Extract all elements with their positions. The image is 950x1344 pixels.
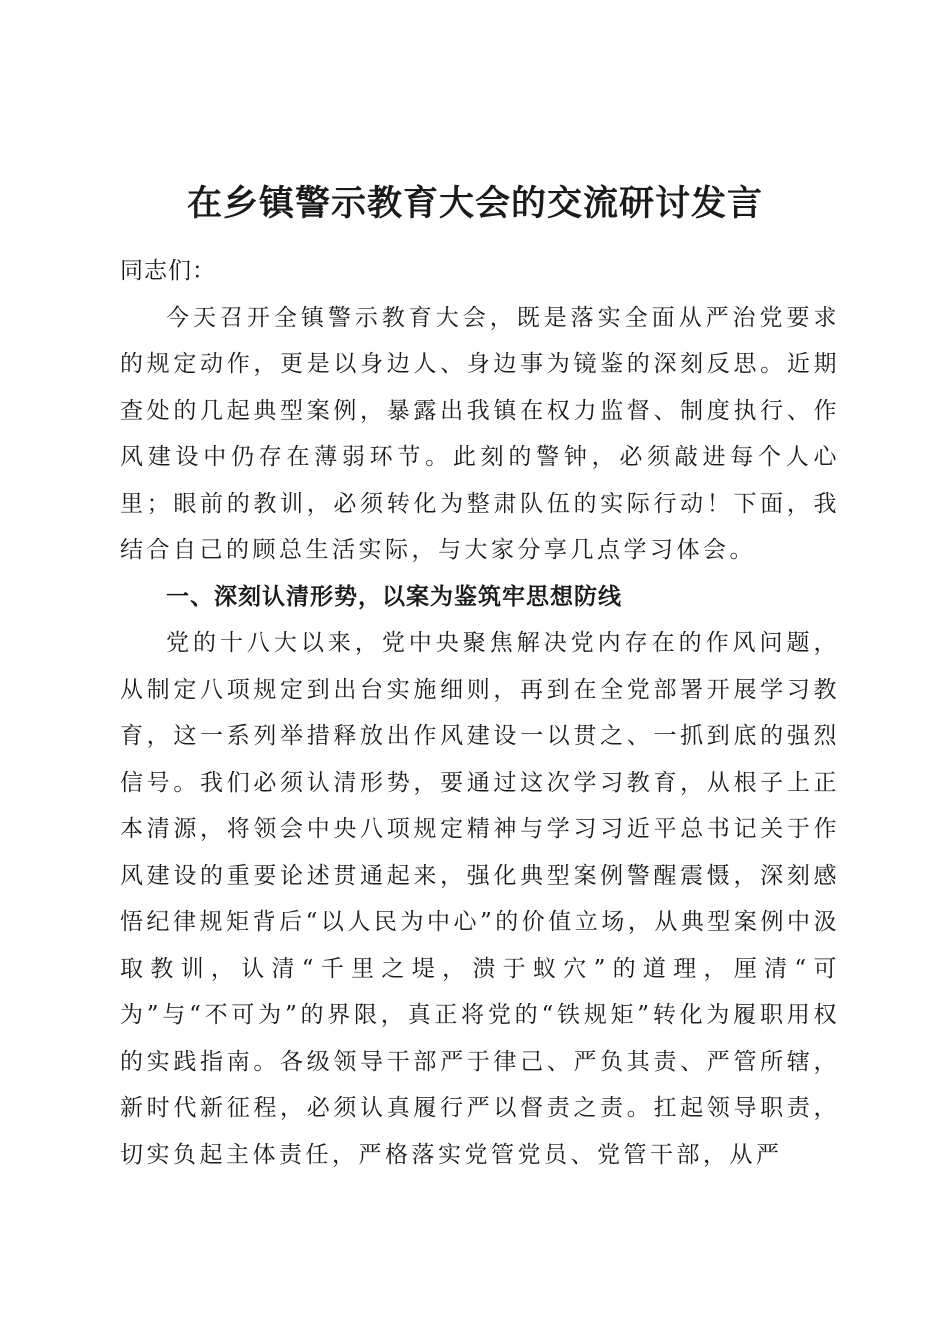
document-title: 在乡镇警示教育大会的交流研讨发言: [186, 183, 763, 224]
intro-paragraph: 今天召开全镇警示教育大会，既是落实全面从严治党要求的规定动作，更是以身边人、身边事为镜鉴的深刻反思。近期查处的几起典型案例，暴露出我镇在权力监督、制度执行、作风建设中仍存在薄弱环节。此刻的警钟，必须敲进每个人心里；眼前的教训，必须转化为整肃队伍的实际行动！下面，我结合自己的顾总生活实际，与大家分享几点学习体会。: [120, 304, 840, 563]
section-heading: 一、深刻认清形势，以案为鉴筑牢思想防线: [166, 583, 622, 610]
salutation: 同志们：: [120, 258, 216, 284]
document-body: [120, 248, 840, 1178]
section-body-paragraph: 党的十八大以来，党中央聚焦解决党内存在的作风问题，从制定八项规定到出台实施细则，再到在全党部署开展学习教育，这一系列举措释放出作风建设一以贯之、一抓到底的强烈信号。我们必须认清形势，要通过这次学习教育，从根子上正本清源，将领会中央八项规定精神与学习习近平总书记关于作风建设的重要论述贯通起来，强化典型案例警醒震慑，深刻感悟纪律规矩背后“以人民为中心”的价值立场，从典型案例中汲取教训，认清“千里之堤，溃于蚁穴”的道理，厘清“可为”与“不可为”的界限，真正将党的“铁规矩”转化为履职用权的实践指南。各级领导干部严于律己、严负其责、严管所辖，新时代新征程，必须认真履行严以督责之责。扛起领导职责，切实负起主体责任，严格落实党管党员、党管干部，从严: [120, 630, 840, 1168]
